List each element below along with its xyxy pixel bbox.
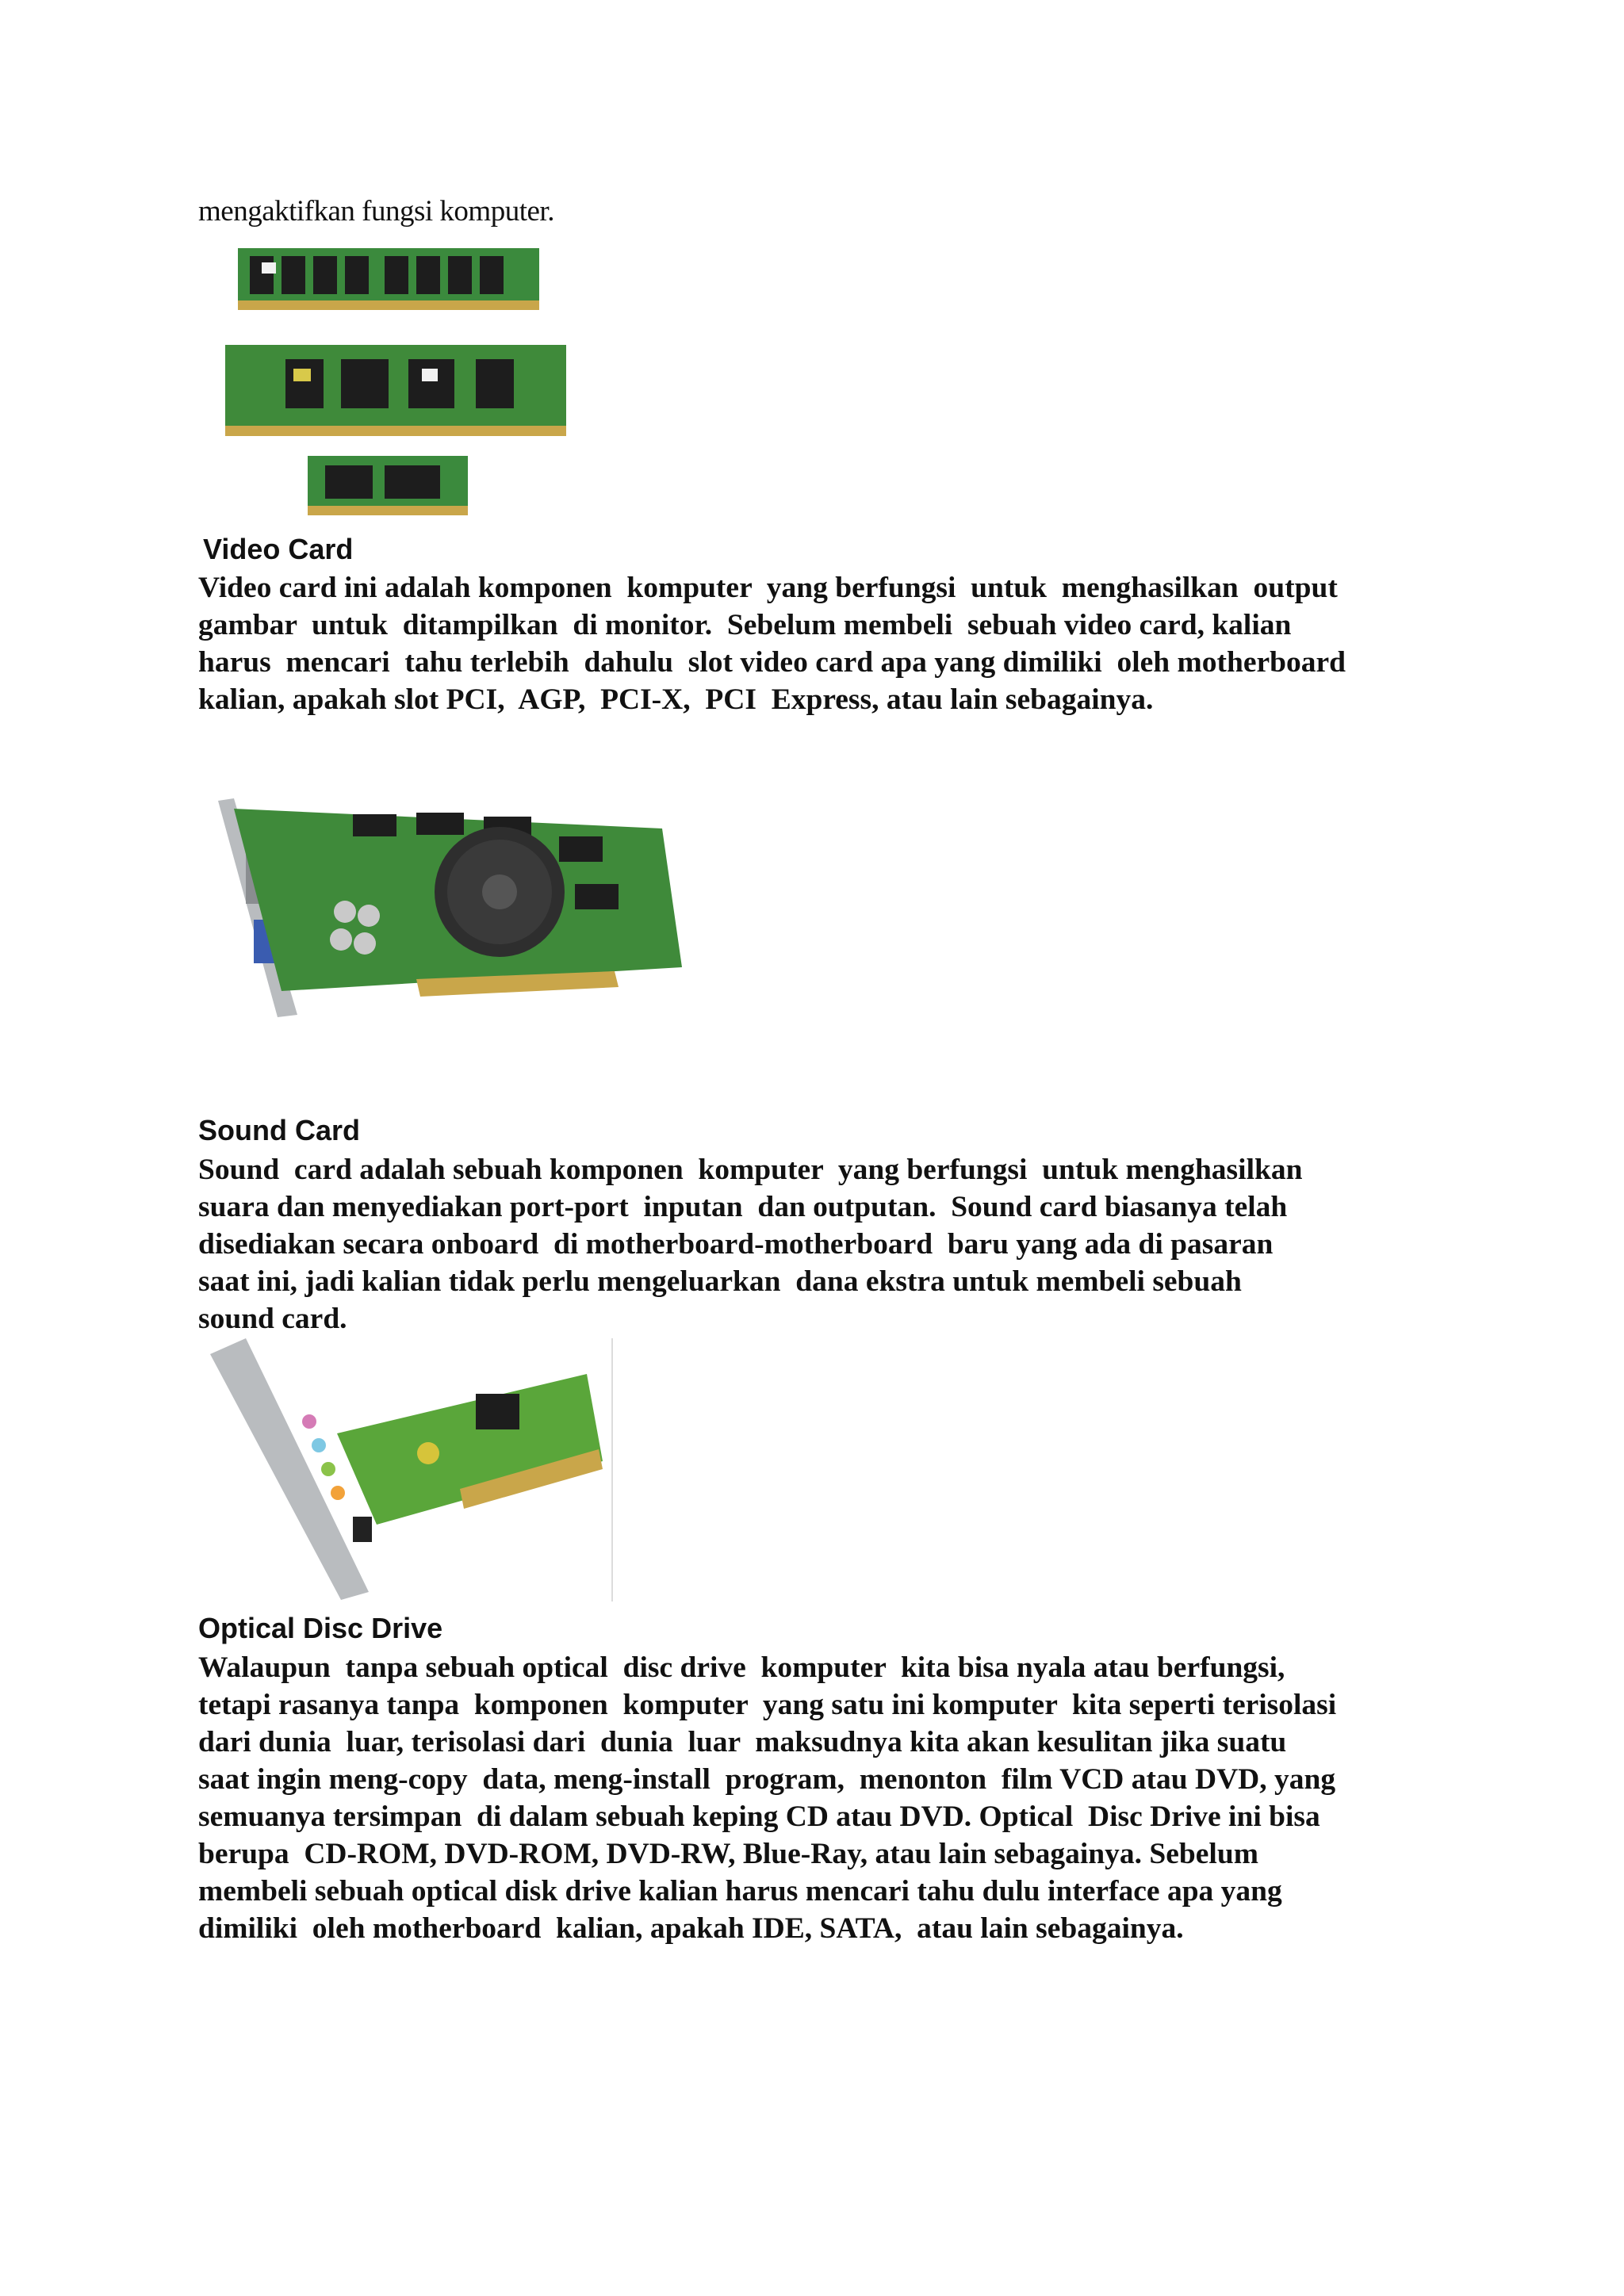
paragraph-line: semuanya tersimpan di dalam sebuah keping CD atau DVD. Optical Disc Drive ini bisa — [198, 1800, 1320, 1833]
paragraph-line: dari dunia luar, terisolasi dari dunia luar maksudnya kita akan kesulitan jika suatu — [198, 1726, 1287, 1758]
paragraph-line: kalian, apakah slot PCI, AGP, PCI-X, PCI Express, atau lain sebagainya. — [198, 683, 1154, 716]
paragraph-line: berupa CD-ROM, DVD-ROM, DVD-RW, Blue-Ray, atau lain sebagainya. Sebelum — [198, 1838, 1258, 1870]
ram-module-1 — [238, 248, 539, 310]
paragraph-line: harus mencari tahu terlebih dahulu slot video card apa yang dimiliki oleh motherboard — [198, 646, 1346, 679]
paragraph-line: tetapi rasanya tanpa komponen komputer yang satu ini komputer kita seperti terisolasi — [198, 1689, 1337, 1721]
section-heading-sound-card: Sound Card — [198, 1114, 360, 1146]
paragraph-line: suara dan menyediakan port-port inputan dan outputan. Sound card biasanya telah — [198, 1191, 1288, 1223]
paragraph-line: gambar untuk ditampilkan di monitor. Sebelum membeli sebuah video card, kalian — [198, 609, 1292, 641]
ram-module-3 — [308, 456, 468, 515]
optical-disc-drive-paragraph — [198, 1649, 1336, 1947]
sound-card-bracket — [210, 1338, 369, 1600]
paragraph-line: saat ini, jadi kalian tidak perlu mengeluarkan dana ekstra untuk membeli sebuah — [198, 1265, 1242, 1298]
section-heading-video-card: Video Card — [203, 533, 354, 565]
ram-modules-image — [214, 242, 579, 519]
video-card-paragraph — [198, 569, 1346, 718]
paragraph-line: disediakan secara onboard di motherboard-motherboard baru yang ada di pasaran — [198, 1228, 1274, 1261]
section-heading-optical-disc-drive: Optical Disc Drive — [198, 1612, 443, 1644]
intro-text: mengaktifkan fungsi komputer. — [198, 195, 554, 228]
sound-card-paragraph — [198, 1151, 1302, 1337]
paragraph-line: saat ingin meng-copy data, meng-install program, menonton film VCD atau DVD, yang — [198, 1763, 1336, 1796]
paragraph-line: Sound card adalah sebuah komponen komputer yang berfungsi untuk menghasilkan — [198, 1154, 1303, 1186]
paragraph-line: Walaupun tanpa sebuah optical disc drive komputer kita bisa nyala atau berfungsi, — [198, 1651, 1285, 1684]
paragraph-line: dimiliki oleh motherboard kalian, apakah IDE, SATA, atau lain sebagainya. — [198, 1912, 1184, 1945]
paragraph-line: sound card. — [198, 1303, 347, 1335]
sound-card-image — [198, 1338, 615, 1601]
ram-module-2 — [225, 345, 566, 436]
paragraph-line: membeli sebuah optical disk drive kalian harus mencari tahu dulu interface apa yang — [198, 1875, 1282, 1908]
paragraph-line: Video card ini adalah komponen komputer yang berfungsi untuk menghasilkan output — [198, 572, 1338, 604]
video-card-image — [202, 789, 694, 1035]
